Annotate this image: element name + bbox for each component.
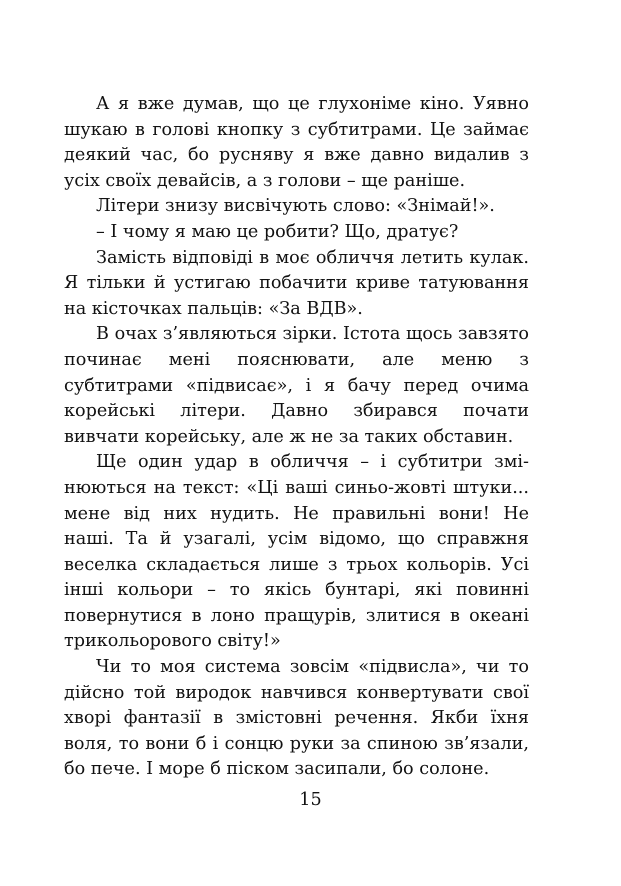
- body-text: [64, 92, 529, 783]
- page-number: 15: [299, 790, 322, 810]
- paragraph-5: В очах з’являються зірки. Істота щось завзято починає мені пояснювати, але меню з субтитрами «підвисає», і я бачу перед очима корейські літери. Давно збирався почати вивчати корейську, але ж не за таких обставин.: [64, 324, 529, 447]
- paragraph-7: Чи то моя система зовсім «підвисла», чи то дійсно той виродок навчився конвертувати свої хворі фантазії в змістовні речення. Якби їхня воля, то вони б і сонцю руки за спиною зв’язали, бо пече. І море б піском засипали, бо солоне.: [64, 657, 529, 780]
- paragraph-4: Замість відповіді в моє обличчя летить кулак. Я тільки й устигаю побачити криве татуювання на кісточках пальців: «За ВДВ».: [64, 247, 529, 319]
- paragraph-2: Літери знизу висвічують слово: «Знімай!».: [96, 196, 495, 217]
- paragraph-6: Ще один удар в обличчя – і субтитри змінюються на текст: «Ці ваші синьо-жовті штуки... мене від них нудить. Не правильні вони! Не наші. Та й узагалі, усім відомо, що справжня веселка складається лише з трьох кольорів. Усі інші кольори – то якісь бунтарі, які повинні повернутися в лоно пращурів, злитися в океані трикольорового світу!»: [64, 452, 529, 652]
- paragraph-1: А я вже думав, що це глухоніме кіно. Уявно шукаю в голові кнопку з субтитрами. Це займає деякий час, бо русняву я вже давно видалив з усіх своїх девайсів, а з голови – ще раніше.: [64, 94, 529, 191]
- paragraph-3: – І чому я маю це робити? Що, дратує?: [96, 221, 459, 242]
